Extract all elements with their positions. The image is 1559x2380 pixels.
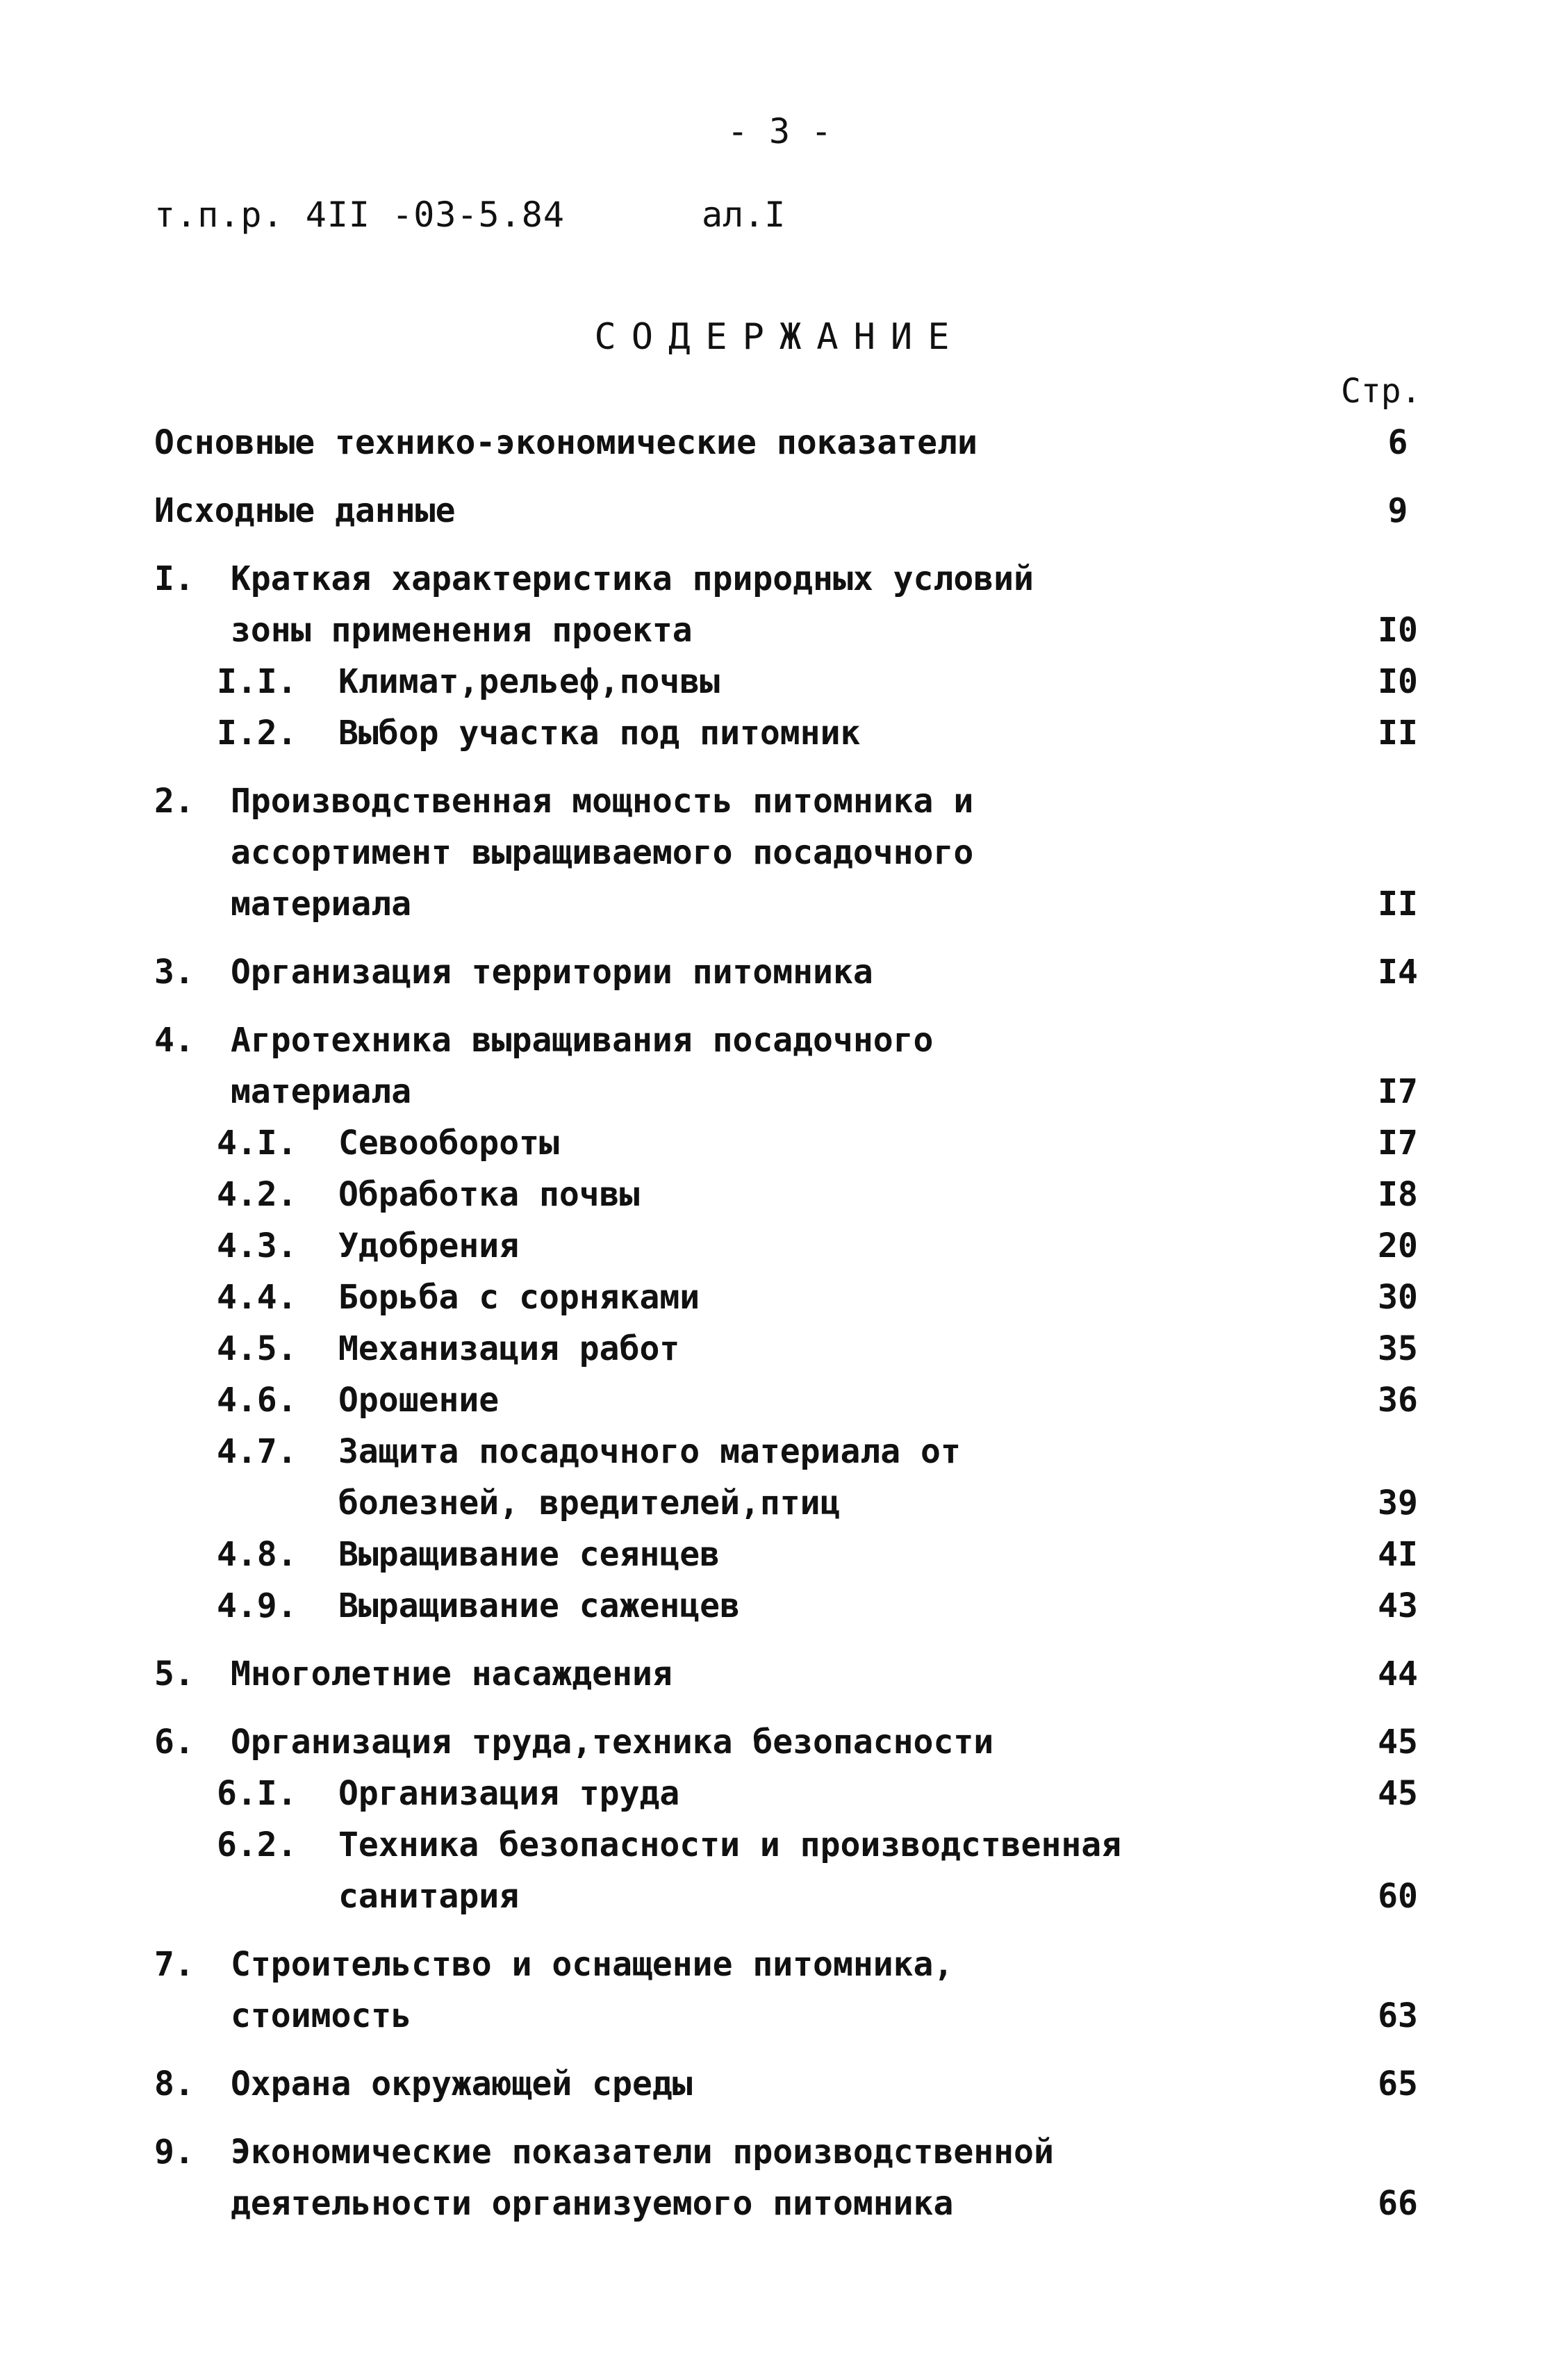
page-column-header: Стр. xyxy=(1341,372,1421,411)
toc-entry xyxy=(154,1716,1446,1768)
toc-entry xyxy=(154,946,1446,998)
toc-entry-title: Агротехника выращивания посадочного материала xyxy=(231,1021,934,1111)
toc-entry-title: Многолетние насаждения xyxy=(231,1655,673,1693)
toc-entry-number: I. xyxy=(154,559,195,598)
toc-entry-page: 43 xyxy=(1378,1586,1418,1625)
toc-subentry xyxy=(154,1374,1446,1426)
toc-entry-page: 66 xyxy=(1378,2184,1418,2223)
toc-entry-title: Выращивание сеянцев xyxy=(338,1535,720,1574)
toc-subentry xyxy=(154,1169,1446,1220)
page-title: СОДЕРЖАНИЕ xyxy=(594,316,965,358)
toc-entry-page: I0 xyxy=(1378,611,1418,650)
toc-entry-number: 2. xyxy=(154,782,195,821)
toc-entry-title: Организация территории питомника xyxy=(231,953,873,992)
toc-subentry xyxy=(154,656,1446,707)
toc-entry-page: 20 xyxy=(1378,1226,1418,1265)
toc-entry-page: I7 xyxy=(1378,1072,1418,1111)
page-number: - 3 - xyxy=(727,111,832,151)
toc-entry-title: Организация труда xyxy=(338,1774,680,1813)
toc-entry-title: Борьба с сорняками xyxy=(338,1278,700,1317)
toc-entry-page: II xyxy=(1378,714,1418,753)
toc-entry-title: Защита посадочного материала от болезней, вредителей,птиц xyxy=(338,1432,961,1523)
toc-entry-number: 4.2. xyxy=(217,1175,297,1214)
toc-entry-title: Орошение xyxy=(338,1381,500,1420)
toc-entry-number: 8. xyxy=(154,2065,195,2103)
toc-entry-page: 6 xyxy=(1387,423,1408,462)
toc-entry-title: Строительство и оснащение питомника, стоимость xyxy=(231,1945,954,2035)
toc-subentry xyxy=(154,1426,1446,1529)
toc-entry-title: Исходные данные xyxy=(154,491,456,530)
toc-entry-title: Обработка почвы xyxy=(338,1175,640,1214)
toc-entry-title: Техника безопасности и производственная санитария xyxy=(338,1825,1122,1916)
toc-entry-title: Организация труда,техника безопасности xyxy=(231,1723,994,1762)
toc-entry-page: 63 xyxy=(1378,1996,1418,2035)
toc-entry xyxy=(154,2126,1446,2229)
toc-entry-page: I0 xyxy=(1378,662,1418,701)
toc-entry-number: I.I. xyxy=(217,662,297,701)
toc-entry xyxy=(154,775,1446,930)
toc-entry-page: 4I xyxy=(1378,1535,1418,1574)
toc-subentry xyxy=(154,707,1446,759)
toc-entry xyxy=(154,485,1446,536)
toc-entry-number: 4.I. xyxy=(217,1124,297,1163)
toc-entry-number: 4.3. xyxy=(217,1226,297,1265)
toc-entry-number: 6. xyxy=(154,1723,195,1762)
toc-entry-title: Производственная мощность питомника и ассортимент выращиваемого посадочного материала xyxy=(231,782,974,924)
toc-entry-page: I7 xyxy=(1378,1124,1418,1163)
toc-entry-number: 5. xyxy=(154,1655,195,1693)
toc-entry-title: Механизация работ xyxy=(338,1329,680,1368)
document-code: т.п.р. 4II -03-5.84 xyxy=(154,195,565,235)
toc-entry-title: Охрана окружающей среды xyxy=(231,2065,693,2103)
toc-entry-title: Краткая характеристика природных условий зоны применения проекта xyxy=(231,559,1034,650)
toc-entry-title: Основные технико-экономические показатели xyxy=(154,423,978,462)
toc-subentry xyxy=(154,1529,1446,1580)
toc-entry-page: II xyxy=(1378,885,1418,924)
toc-subentry xyxy=(154,1323,1446,1374)
toc-subentry xyxy=(154,1220,1446,1272)
toc-entry xyxy=(154,1939,1446,2042)
toc-subentry xyxy=(154,1819,1446,1922)
toc-entry-title: Севообороты xyxy=(338,1124,559,1163)
toc-entry-number: 7. xyxy=(154,1945,195,1984)
toc-entry-number: 4.7. xyxy=(217,1432,297,1471)
toc-entry-page: 30 xyxy=(1378,1278,1418,1317)
toc-entry-page: 35 xyxy=(1378,1329,1418,1368)
toc-entry xyxy=(154,2058,1446,2110)
toc-entry-page: 9 xyxy=(1387,491,1408,530)
album-number: ал.I xyxy=(702,195,786,235)
toc-entry-page: 36 xyxy=(1378,1381,1418,1420)
toc-entry-number: 6.I. xyxy=(217,1774,297,1813)
toc-subentry xyxy=(154,1768,1446,1819)
toc-entry-page: 60 xyxy=(1378,1877,1418,1916)
table-of-contents xyxy=(154,417,1446,2229)
toc-entry-page: 45 xyxy=(1378,1774,1418,1813)
toc-entry-title: Выращивание саженцев xyxy=(338,1586,740,1625)
toc-entry-page: 44 xyxy=(1378,1655,1418,1693)
toc-entry-page: 45 xyxy=(1378,1723,1418,1762)
toc-entry-number: 4.5. xyxy=(217,1329,297,1368)
toc-subentry xyxy=(154,1580,1446,1632)
toc-entry-number: 4.9. xyxy=(217,1586,297,1625)
toc-subentry xyxy=(154,1117,1446,1169)
toc-entry xyxy=(154,1015,1446,1117)
toc-entry-page: I8 xyxy=(1378,1175,1418,1214)
toc-entry-page: 39 xyxy=(1378,1484,1418,1523)
toc-entry xyxy=(154,417,1446,468)
toc-entry xyxy=(154,1648,1446,1700)
toc-entry-number: 4.8. xyxy=(217,1535,297,1574)
toc-subentry xyxy=(154,1272,1446,1323)
toc-entry-number: 4. xyxy=(154,1021,195,1060)
toc-entry-number: I.2. xyxy=(217,714,297,753)
toc-entry-number: 4.6. xyxy=(217,1381,297,1420)
toc-entry-title: Выбор участка под питомник xyxy=(338,714,861,753)
toc-entry-title: Удобрения xyxy=(338,1226,520,1265)
toc-entry-number: 6.2. xyxy=(217,1825,297,1864)
toc-entry-number: 3. xyxy=(154,953,195,992)
toc-entry-title: Экономические показатели производственной деятельности организуемого питомника xyxy=(231,2133,1054,2223)
toc-entry-number: 9. xyxy=(154,2133,195,2172)
toc-entry-number: 4.4. xyxy=(217,1278,297,1317)
toc-entry-page: I4 xyxy=(1378,953,1418,992)
toc-entry-page: 65 xyxy=(1378,2065,1418,2103)
toc-entry-title: Климат,рельеф,почвы xyxy=(338,662,720,701)
toc-entry xyxy=(154,553,1446,656)
